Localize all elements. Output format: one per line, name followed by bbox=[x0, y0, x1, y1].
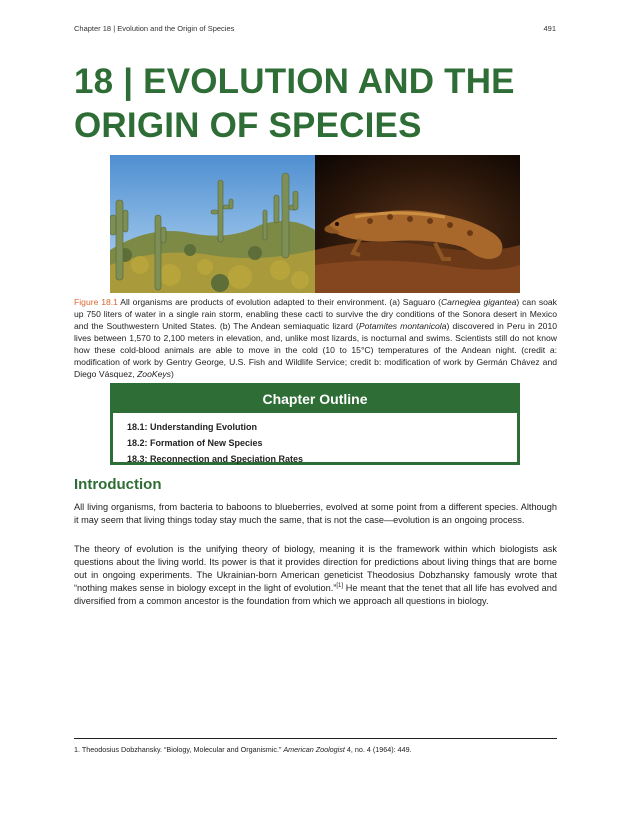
chapter-outline-list bbox=[113, 413, 517, 467]
outline-item-18-3[interactable]: 18.3: Reconnection and Speciation Rates bbox=[127, 454, 304, 464]
intro-paragraph-1: All living organisms, from bacteria to baboons to blueberries, evolved at some point from a different species. Although it may seem that living things today stay much the same, that is not the case—evolution is an ongoing process. bbox=[74, 502, 557, 525]
footnote-number: 1. bbox=[74, 745, 80, 754]
introduction-heading: Introduction bbox=[74, 476, 162, 493]
outline-item-18-2[interactable]: 18.2: Formation of New Species bbox=[127, 438, 263, 448]
footnote bbox=[74, 745, 557, 754]
figure-photos bbox=[110, 155, 520, 293]
outline-item-18-1[interactable]: 18.1: Understanding Evolution bbox=[127, 422, 258, 432]
footnote-reference[interactable]: [1] bbox=[336, 582, 343, 589]
footnote-text-1: Theodosius Dobzhansky. “Biology, Molecular and Organismic.” bbox=[80, 745, 284, 754]
intro-paragraph-2-text-1: The theory of evolution is the unifying theory of biology, meaning it is the framework within which biologists ask questions about the living world. Its power is that it provides direction for predictions about living things that are borne out in ongoing experiments. The Ukrainian-born American geneticist Theodosius Dobzhansky famously wrote that “nothing makes sense in biology except in the light of evolution.” bbox=[74, 544, 557, 593]
saguaro-cactus-photo bbox=[110, 155, 315, 293]
running-title: Chapter 18 | Evolution and the Origin of Species bbox=[74, 24, 235, 33]
chapter-outline-box bbox=[110, 383, 520, 465]
footnote-text-2: 4, no. 4 (1964): 449. bbox=[344, 745, 412, 754]
figure-label: Figure 18.1 bbox=[74, 297, 118, 307]
species-name-saguaro: Carnegiea gigantea bbox=[440, 297, 517, 307]
caption-text-4: ) bbox=[170, 369, 174, 379]
andean-lizard-photo bbox=[315, 155, 520, 293]
figure-caption bbox=[74, 296, 557, 380]
caption-text-3: ) discovered in Peru in 2010 lives between 1,570 to 2,100 meters in elevation, and, unlike most lizards, is nocturnal and swims. Scientists still do not know how these cold-blood animals are able to move in the cold (10 to 15°C) temperatures of the Andean night. (credit a: modification of work by Gentry George, U.S. Fish and Wildlife Service; credit b: modification of work by Germán Chávez and Diego Vásquez, bbox=[74, 321, 557, 379]
credit-source: ZooKeys bbox=[137, 369, 171, 379]
intro-paragraph-2 bbox=[74, 543, 557, 608]
caption-text-1: All organisms are products of evolution adapted to their environment. (a) Saguaro ( bbox=[117, 297, 441, 307]
chapter-title bbox=[74, 60, 574, 148]
chapter-title-line1: 18 | EVOLUTION AND THE bbox=[74, 62, 515, 101]
caption-text-2: ) can soak up 750 liters of water in a single rain storm, enabling these cacti to survive the dry conditions of the Sonora desert in Mexico and the Southwestern United States. (b) The Andean semiaquatic lizard ( bbox=[74, 297, 557, 331]
page-number: 491 bbox=[543, 24, 556, 33]
running-header bbox=[74, 24, 556, 33]
species-name-lizard: Potamites montanicola bbox=[358, 321, 447, 331]
chapter-outline-heading: Chapter Outline bbox=[113, 386, 517, 413]
intro-paragraph-2-text-2: He meant that the tenet that all life has evolved and diversified from a common ancestor is the foundation from which we approach all questions in biology. bbox=[74, 583, 557, 606]
footnote-journal: American Zoologist bbox=[283, 745, 345, 754]
footnote-divider bbox=[74, 738, 557, 739]
chapter-title-line2: ORIGIN OF SPECIES bbox=[74, 106, 422, 145]
